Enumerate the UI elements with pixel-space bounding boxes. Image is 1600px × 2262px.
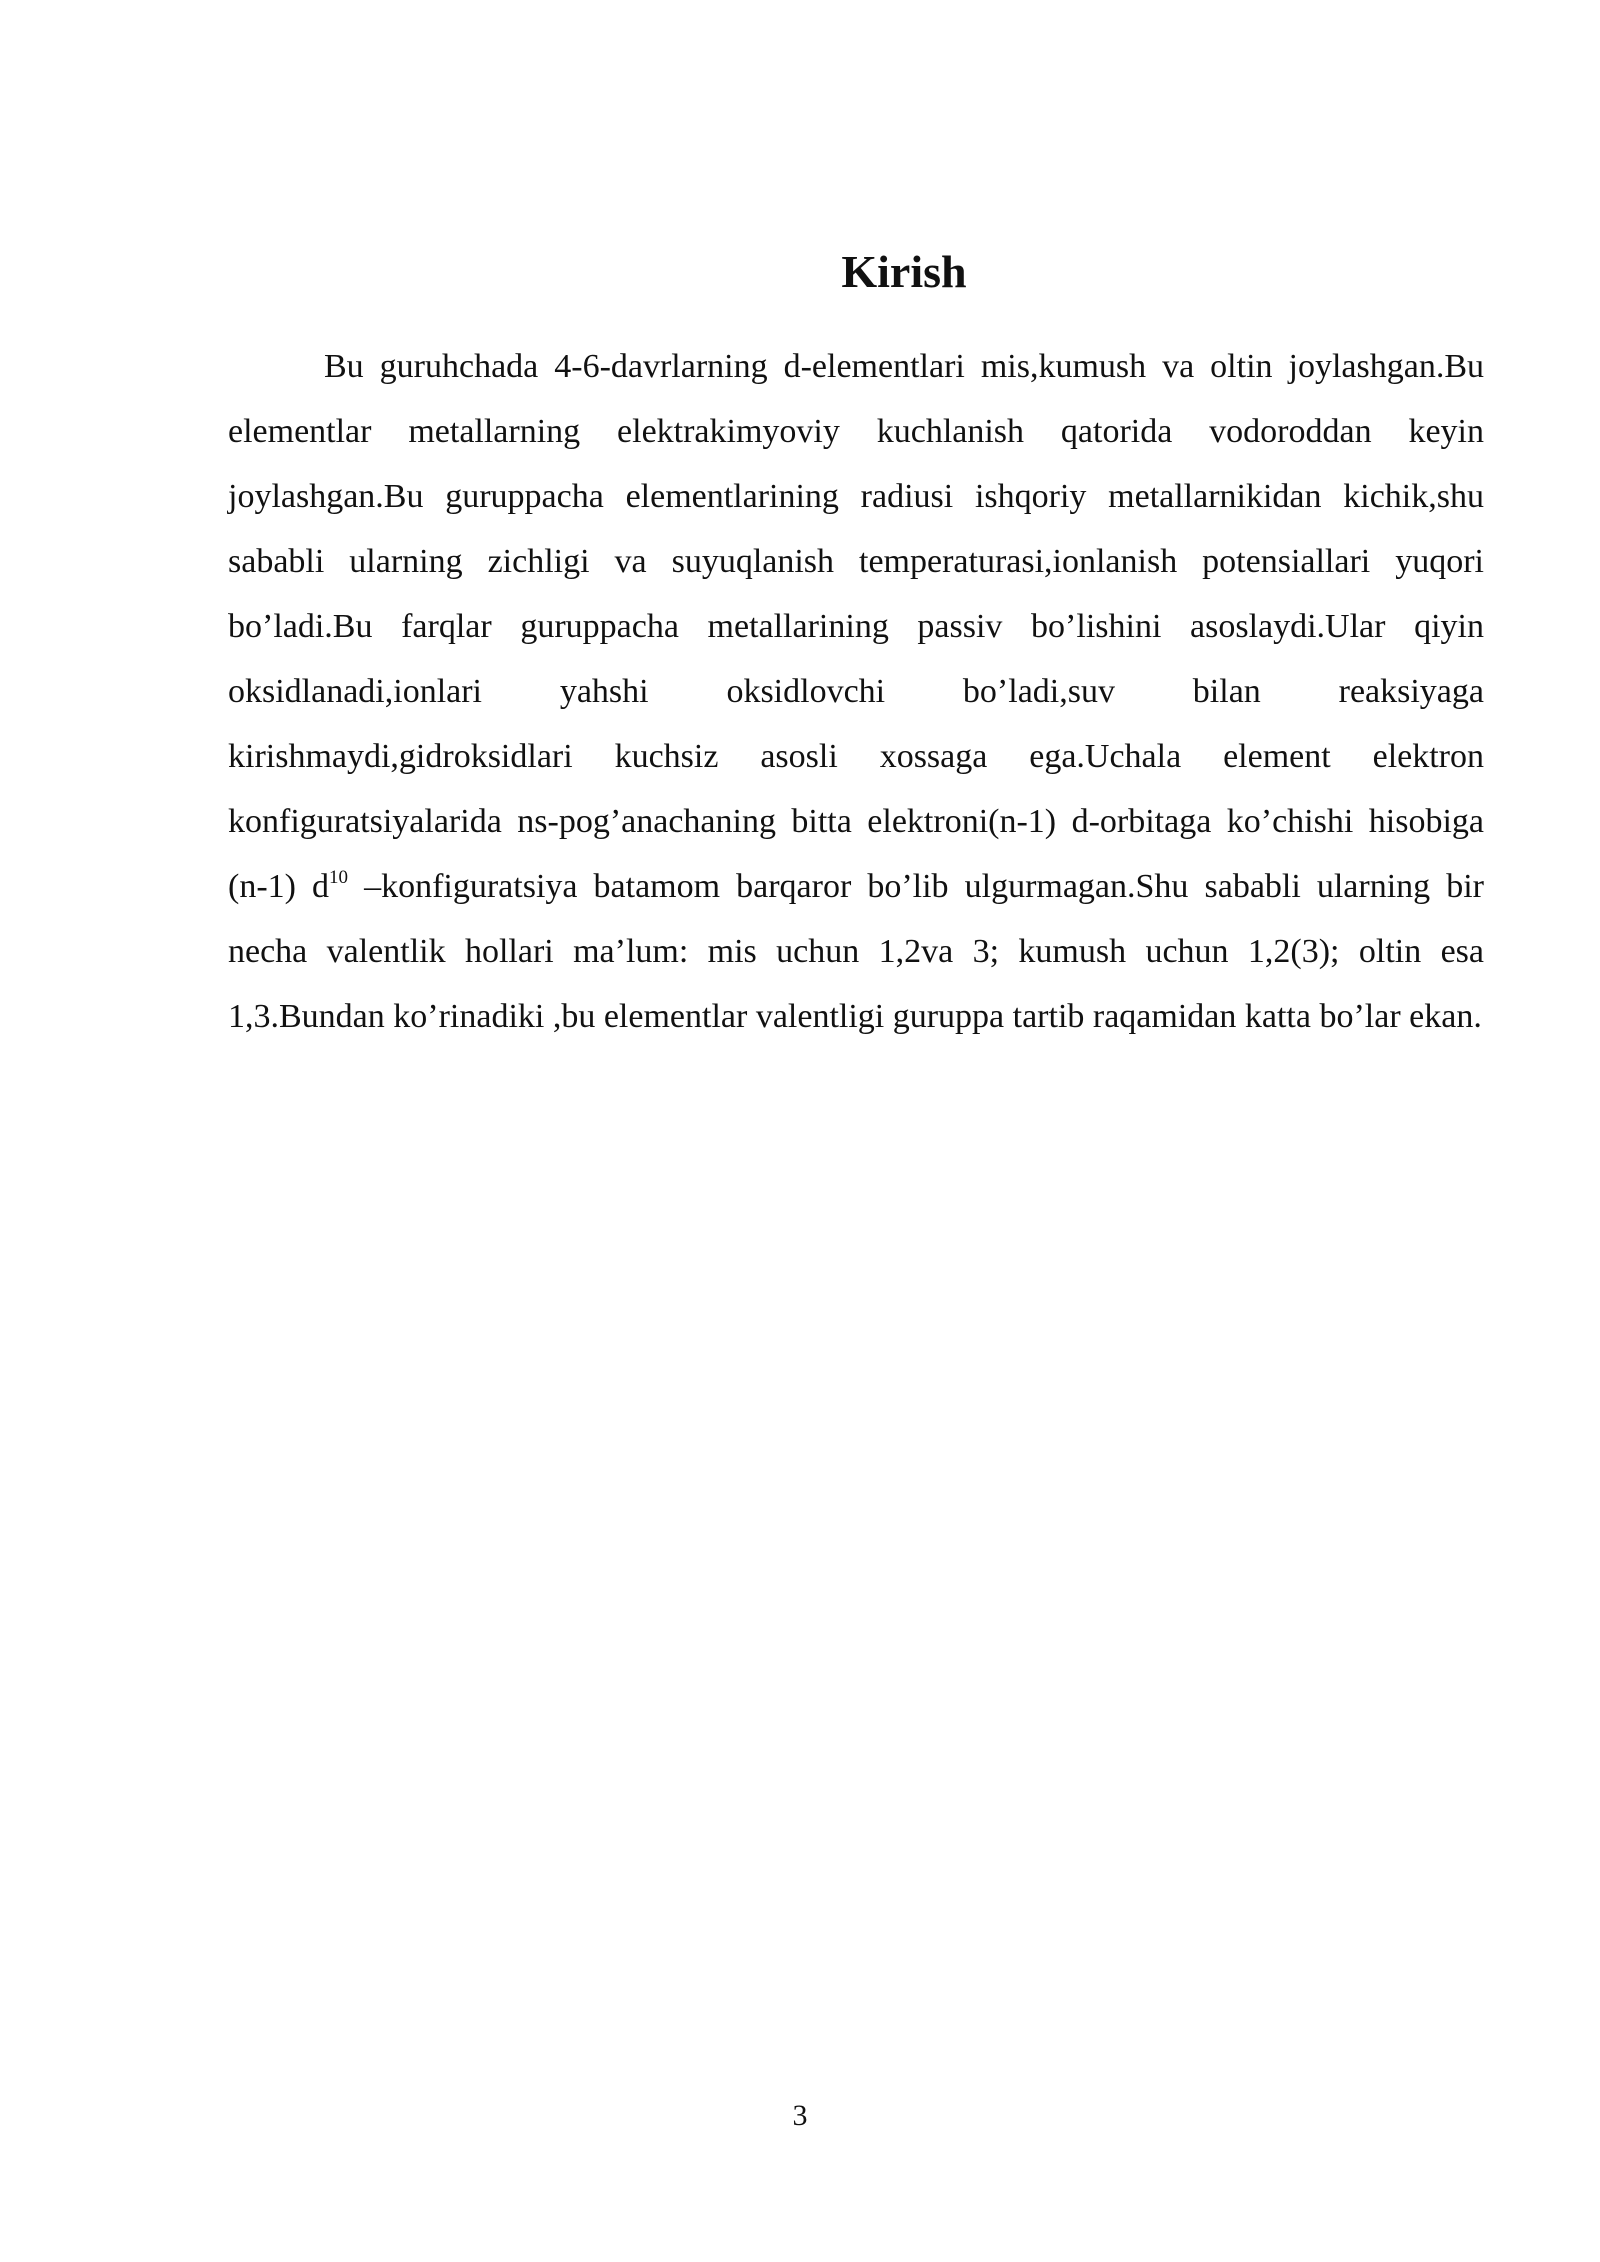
paragraph-text-continued: –konfiguratsiya batamom barqaror bo’lib ulgurmagan.Shu sababli ularning bir necha valentlik hollari ma’lum: mis uchun 1,2va 3; kumush uchun 1,2(3); oltin esa 1,3.Bundan ko’rinadiki ,bu elementlar valentligi guruppa tartib raqamidan katta bo’lar ekan. <box>228 868 1484 1035</box>
page-title: Kirish <box>841 246 967 297</box>
superscript-10: 10 <box>329 867 349 888</box>
body-paragraph <box>228 334 1484 1049</box>
paragraph-text-main: Bu guruhchada 4-6-davrlarning d-elementlari mis,kumush va oltin joylashgan.Bu elementlar metallarning elektrakimyoviy kuchlanish qatorida vodoroddan keyin joylashgan.Bu guruppacha elementlarining radiusi ishqoriy metallarnikidan kichik,shu sababli ularning zichligi va suyuqlanish temperaturasi,ionlanish potensiallari yuqori bo’ladi.Bu farqlar guruppacha metallarining passiv bo’lishini asoslaydi.Ular qiyin oksidlanadi,ionlari yahshi oksidlovchi bo’ladi,suv bilan reaksiyaga kirishmaydi,gidroksidlari kuchsiz asosli xossaga ega.Uchala element elektron konfiguratsiyalarida ns-pog’anachaning bitta elektroni(n-1) d-orbitaga ko’chishi hisobiga (n-1) d <box>228 348 1484 905</box>
page-number: 3 <box>792 2099 808 2132</box>
